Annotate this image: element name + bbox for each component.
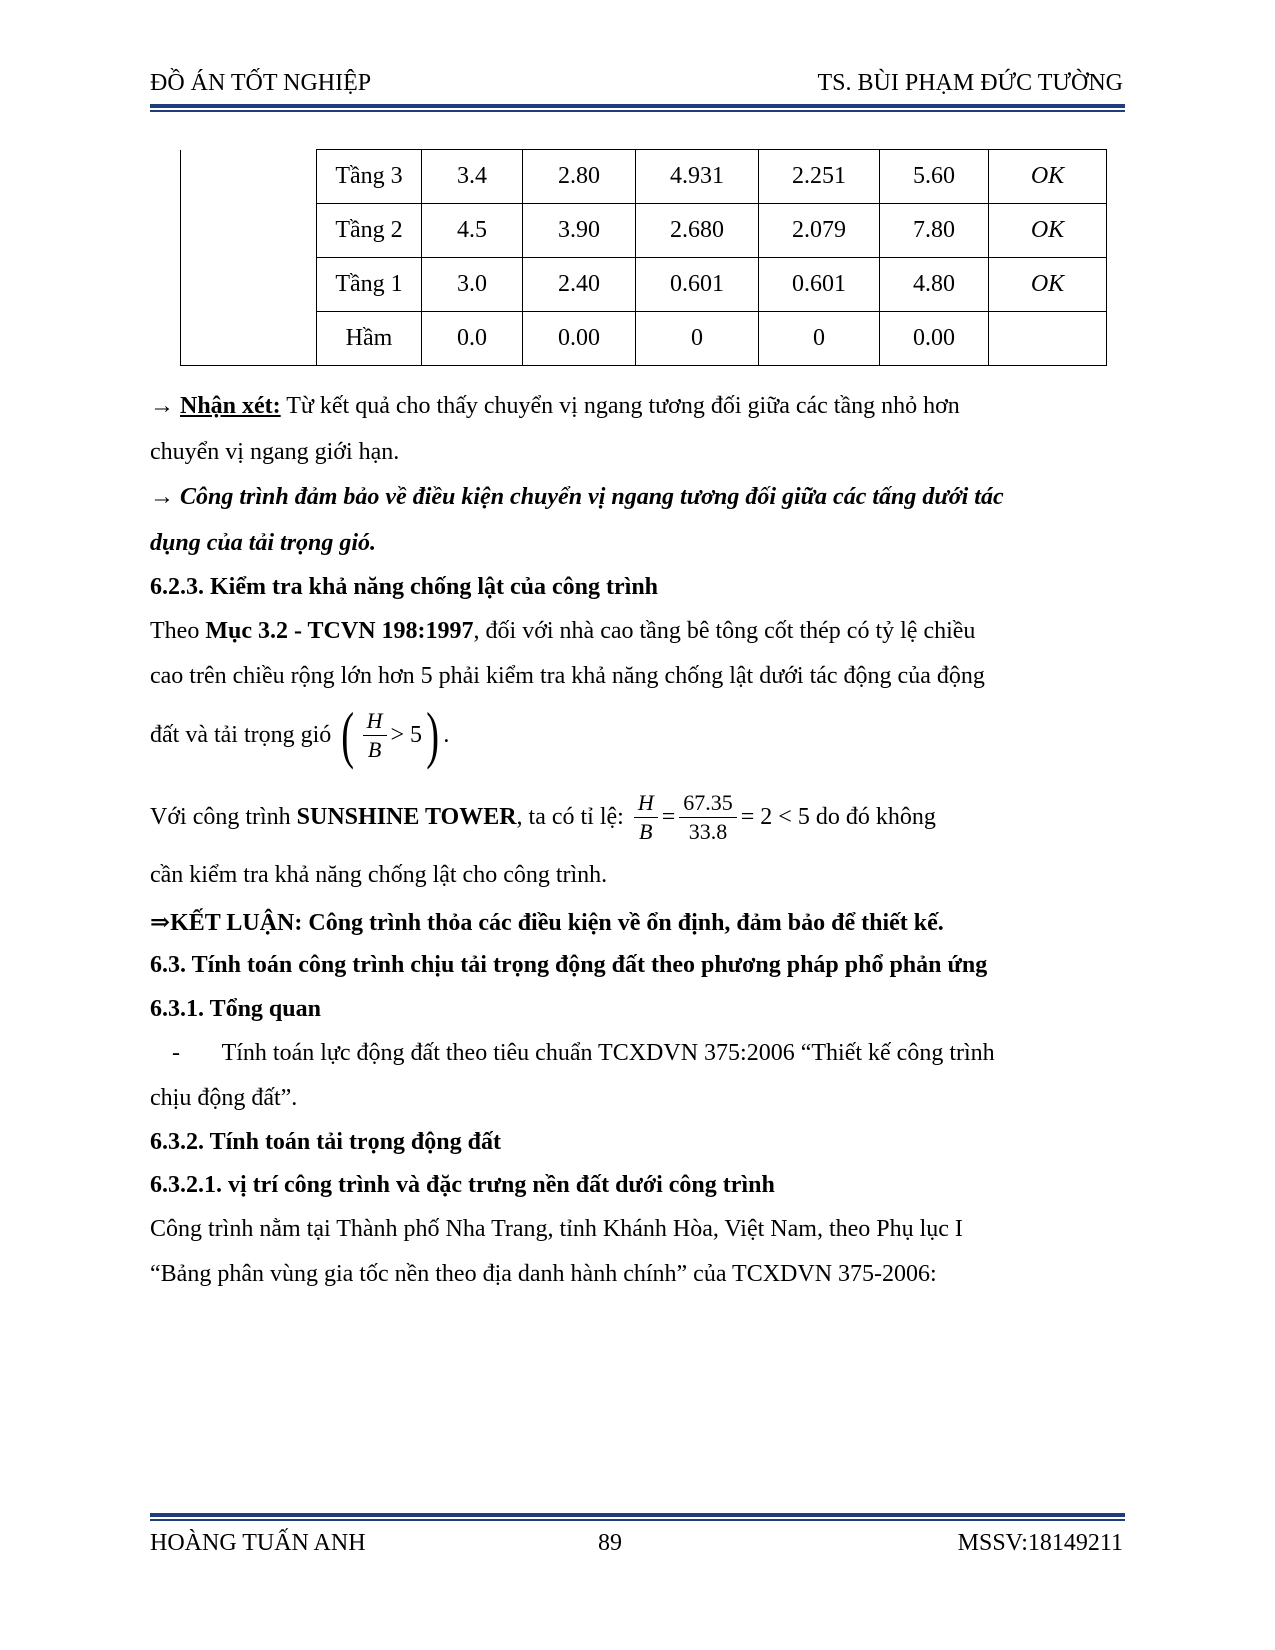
table-cell: 2.80 <box>523 150 636 204</box>
table-cell: 2.079 <box>759 204 880 258</box>
para3-line-1: Công trình nằm tại Thành phố Nha Trang, tỉnh Khánh Hòa, Việt Nam, theo Phụ lục I <box>150 1216 963 1242</box>
formula-ratio-value <box>679 789 737 846</box>
fraction-denominator: B <box>367 736 382 762</box>
section-heading-6-2-3: 6.2.3. Kiểm tra khả năng chống lật của công trình <box>150 574 659 600</box>
table-cell: 3.0 <box>422 258 523 312</box>
table-cell: Hầm <box>317 312 422 366</box>
header-rule <box>150 104 1125 114</box>
table-cell: 0.00 <box>880 312 989 366</box>
header-left-title: ĐỒ ÁN TỐT NGHIỆP <box>150 70 372 96</box>
table-cell: 4.80 <box>880 258 989 312</box>
para1-text-a: Theo <box>150 618 206 644</box>
bullet-item <box>172 1040 995 1067</box>
drift-table <box>180 149 1107 366</box>
footer-rule <box>150 1513 1125 1523</box>
section-heading-6-3-2: 6.3.2. Tính toán tải trọng động đất <box>150 1129 501 1155</box>
page-number: 89 <box>598 1530 622 1556</box>
table-cell: Tầng 3 <box>317 150 422 204</box>
para1-line-2: cao trên chiều rộng lớn hơn 5 phải kiểm tra khả năng chống lật dưới tác động của động <box>150 663 985 689</box>
table-cell: 3.90 <box>523 204 636 258</box>
table-cell-status: OK <box>989 258 1107 312</box>
table-cell: 5.60 <box>880 150 989 204</box>
table-cell-status: OK <box>989 150 1107 204</box>
formula-relation: > 5 <box>390 721 423 748</box>
para1-text-b: , đối với nhà cao tầng bê tông cốt thép có tỷ lệ chiều <box>473 618 976 644</box>
formula-result: = 2 < 5 <box>740 803 810 830</box>
formula-equals: = <box>661 803 676 830</box>
formula-h-over-b <box>634 789 658 846</box>
remark-line-1 <box>150 393 960 420</box>
para1-reference: Mục 3.2 - TCVN 198:1997 <box>205 618 474 644</box>
fraction-denominator: 33.8 <box>688 818 728 844</box>
table-cell-status: OK <box>989 204 1107 258</box>
table-cell: 4.5 <box>422 204 523 258</box>
table-cell: 7.80 <box>880 204 989 258</box>
table-cell: Tầng 2 <box>317 204 422 258</box>
table-cell: 0.601 <box>759 258 880 312</box>
arrow-icon: → <box>150 393 174 419</box>
section-heading-6-3-2-1: 6.3.2.1. vị trí công trình và đặc trưng nền đất dưới công trình <box>150 1172 775 1198</box>
footer-author: HOÀNG TUẤN ANH <box>150 1530 366 1556</box>
para2-line-2: cần kiểm tra khả năng chống lật cho công trình. <box>150 862 608 888</box>
dash-icon: - <box>172 1040 180 1066</box>
table-row <box>181 312 1107 366</box>
table-cell: 4.931 <box>636 150 759 204</box>
section-heading-6-3-1: 6.3.1. Tổng quan <box>150 996 321 1022</box>
section-heading-6-3: 6.3. Tính toán công trình chịu tải trọng động đất theo phương pháp phổ phản ứng <box>150 952 988 978</box>
table-cell: 3.4 <box>422 150 523 204</box>
formula-end: . <box>443 721 450 748</box>
table-row <box>181 204 1107 258</box>
para2-text-a: Với công trình <box>150 803 297 830</box>
footer-student-id: MSSV:18149211 <box>957 1530 1123 1556</box>
project-name: SUNSHINE TOWER <box>296 803 517 830</box>
final-conclusion-text: KẾT LUẬN: Công trình thỏa các điều kiện về ổn định, đảm bảo để thiết kế. <box>170 910 944 936</box>
para1-line-1 <box>150 618 975 645</box>
header-right-advisor: TS. BÙI PHẠM ĐỨC TƯỜNG <box>817 70 1123 96</box>
table-cell-status <box>989 312 1107 366</box>
remark-line-2: chuyển vị ngang giới hạn. <box>150 439 400 465</box>
formula-h-over-b <box>363 707 387 764</box>
table-cell: 0 <box>759 312 880 366</box>
bullet-text: Tính toán lực động đất theo tiêu chuẩn TCXDVN 375:2006 “Thiết kế công trình <box>221 1040 995 1066</box>
table-cell: 0 <box>636 312 759 366</box>
fraction-numerator: H <box>363 707 387 736</box>
final-conclusion <box>150 907 944 937</box>
table-cell: 2.680 <box>636 204 759 258</box>
table-row <box>181 150 1107 204</box>
para2-text-c: do đó không <box>809 803 936 830</box>
para1-line-3 <box>150 700 449 770</box>
table-row <box>181 258 1107 312</box>
left-paren: ( <box>341 699 355 770</box>
implies-icon: ⇒ <box>150 910 171 936</box>
bullet-line-2: chịu động đất”. <box>150 1085 298 1111</box>
para3-line-2: “Bảng phân vùng gia tốc nền theo địa danh hành chính” của TCXDVN 375-2006: <box>150 1261 937 1287</box>
table-cell: 2.251 <box>759 150 880 204</box>
fraction-denominator: B <box>639 818 653 844</box>
fraction-numerator: H <box>634 789 658 818</box>
remark-label: Nhận xét: <box>180 393 281 419</box>
table-cell: 2.40 <box>523 258 636 312</box>
para1-text-c: đất và tải trọng gió <box>150 721 338 748</box>
conclusion-line-1 <box>150 484 1004 511</box>
right-paren: ) <box>426 699 440 770</box>
conclusion-line-2: dụng của tải trọng gió. <box>150 530 377 556</box>
table-cell: 0.601 <box>636 258 759 312</box>
arrow-icon: → <box>150 484 174 510</box>
table-cell: Tầng 1 <box>317 258 422 312</box>
remark-text: Từ kết quả cho thấy chuyển vị ngang tương đối giữa các tầng nhỏ hơn <box>280 393 960 419</box>
table-blank-cell <box>181 150 317 366</box>
fraction-numerator: 67.35 <box>679 789 737 818</box>
para2-line-1 <box>150 785 936 849</box>
para2-text-b: , ta có tỉ lệ: <box>516 803 630 830</box>
conclusion-text: Công trình đảm bảo về điều kiện chuyển vị ngang tương đối giữa các tấng dưới tác <box>174 484 1004 510</box>
table-cell: 0.00 <box>523 312 636 366</box>
table-cell: 0.0 <box>422 312 523 366</box>
